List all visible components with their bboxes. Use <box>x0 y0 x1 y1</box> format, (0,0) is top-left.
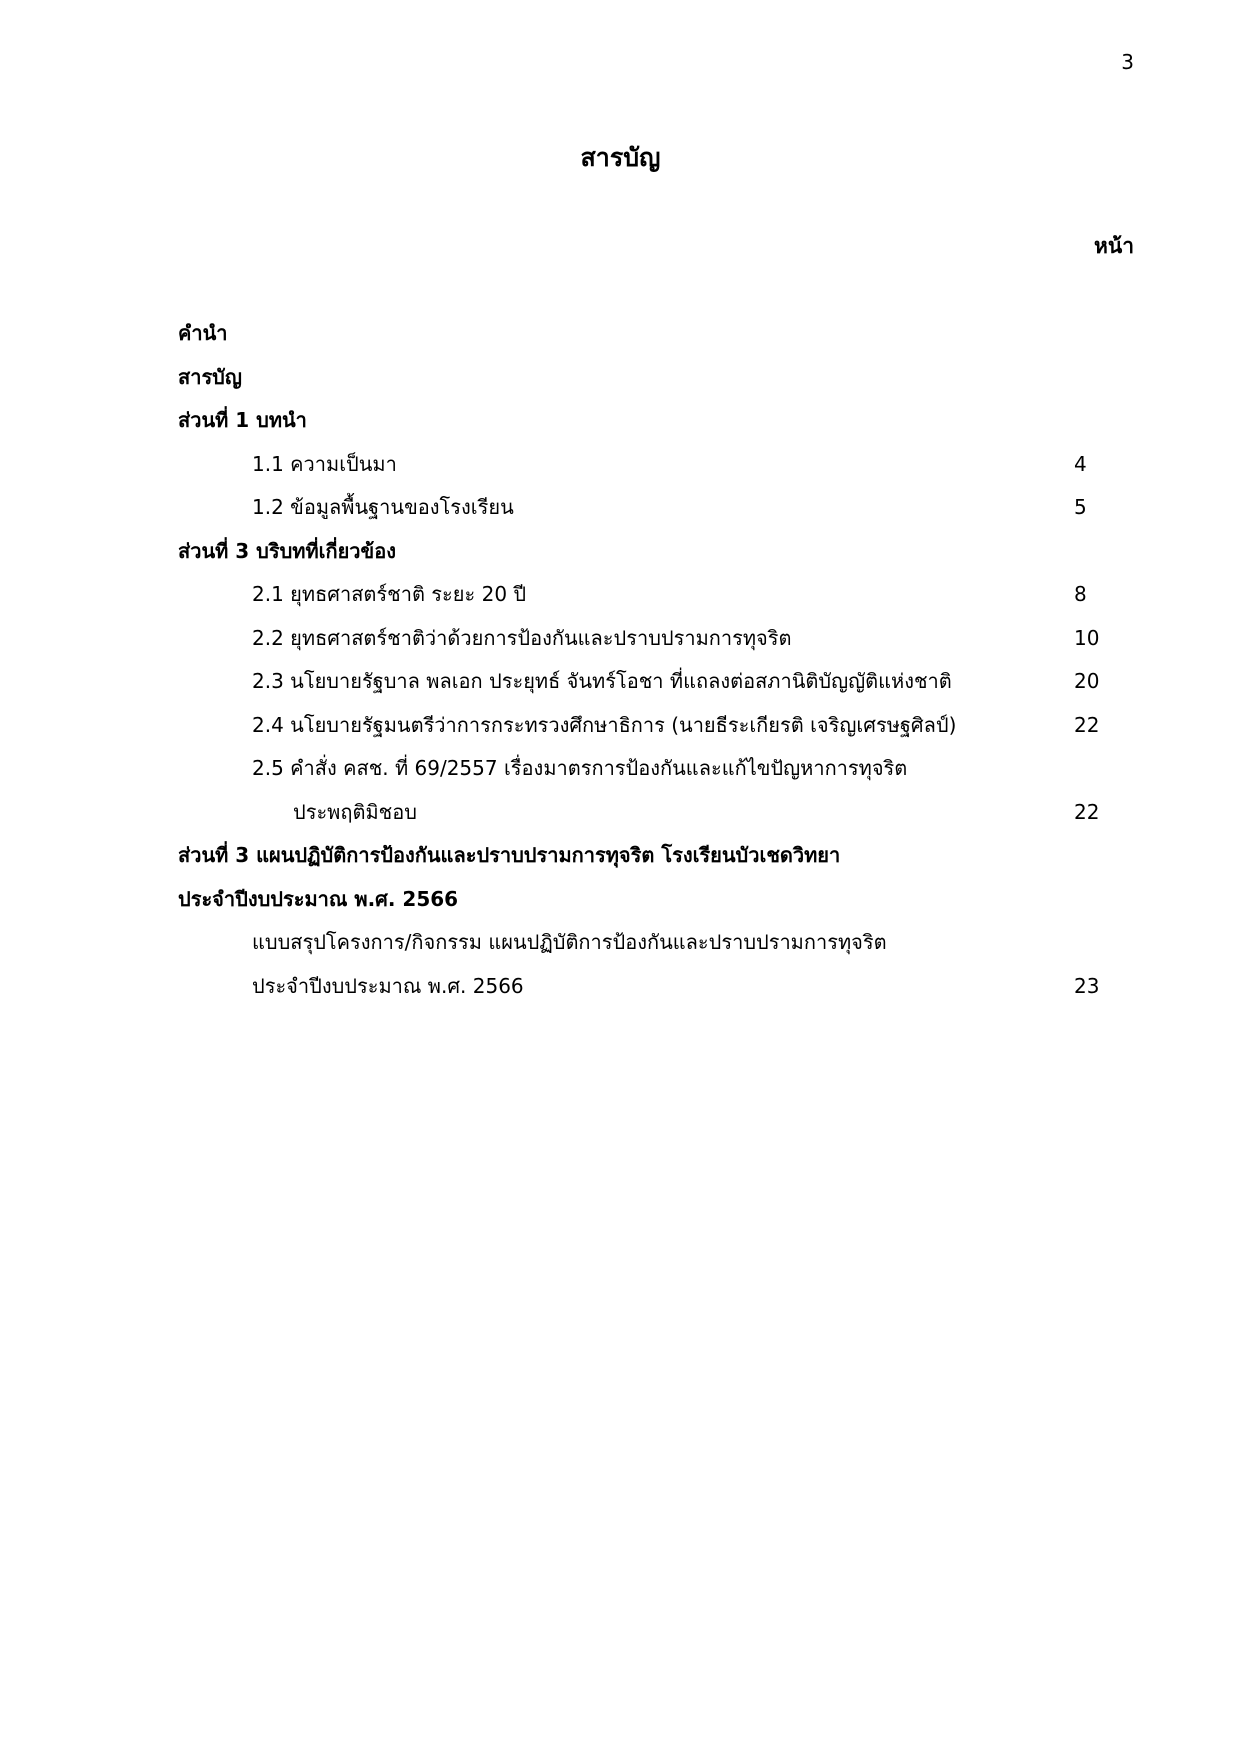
toc-entry-text: 1.2 ข้อมูลพื้นฐานของโรงเรียน <box>252 495 514 519</box>
toc-entry-1-1 <box>178 443 1108 487</box>
toc-entry-text: ประพฤติมิชอบ <box>293 799 417 824</box>
toc-entry-contents <box>178 356 1108 400</box>
page-column-header: หน้า <box>1094 234 1134 258</box>
toc-entry-1-2 <box>178 486 1108 530</box>
toc-entry-3-summary-continued <box>178 965 1108 1009</box>
toc-entry-3-summary <box>178 921 1108 965</box>
toc-entry-page: 10 <box>1074 625 1100 650</box>
toc-entry-text: 1.1 ความเป็นมา <box>252 451 397 476</box>
toc-entry-text: 2.2 ยุทธศาสตร์ชาติว่าด้วยการป้องกันและปราบปรามการทุจริต <box>252 625 792 650</box>
toc-section-2 <box>178 530 1108 574</box>
toc-entry-page: 22 <box>1074 712 1100 737</box>
toc-section-1 <box>178 399 1108 443</box>
toc-entry-text: ส่วนที่ 3 แผนปฏิบัติการป้องกันและปราบปรามการทุจริต โรงเรียนบัวเชดวิทยา <box>178 843 841 867</box>
toc-entry-2-5 <box>178 747 1108 791</box>
toc-entry-text: ประจำปีงบประมาณ พ.ศ. 2566 <box>252 973 524 998</box>
toc-section-3 <box>178 834 1108 878</box>
toc-entry-2-5-continued <box>178 791 1108 835</box>
toc-entry-text: ประจำปีงบประมาณ พ.ศ. 2566 <box>178 886 459 911</box>
toc-entry-text: ส่วนที่ 3 บริบทที่เกี่ยวข้อง <box>178 538 396 563</box>
toc-entry-page: 8 <box>1074 582 1087 606</box>
table-of-contents <box>178 312 1108 1008</box>
toc-entry-text: ส่วนที่ 1 บทนำ <box>178 408 307 432</box>
toc-entry-text: 2.5 คำสั่ง คสช. ที่ 69/2557 เรื่องมาตรการป้องกันและแก้ไขปัญหาการทุจริต <box>252 756 908 780</box>
toc-entry-2-1 <box>178 573 1108 617</box>
toc-entry-page: 5 <box>1074 495 1087 519</box>
toc-entry-2-4 <box>178 704 1108 748</box>
toc-entry-page: 20 <box>1074 669 1100 693</box>
toc-entry-text: แบบสรุปโครงการ/กิจกรรม แผนปฏิบัติการป้องกันและปราบปรามการทุจริต <box>252 930 887 954</box>
toc-entry-text: 2.1 ยุทธศาสตร์ชาติ ระยะ 20 ปี <box>252 582 527 606</box>
toc-entry-preface <box>178 312 1108 356</box>
toc-entry-text: 2.4 นโยบายรัฐมนตรีว่าการกระทรวงศึกษาธิการ (นายธีระเกียรติ เจริญเศรษฐศิลป์) <box>252 712 957 737</box>
toc-entry-page: 4 <box>1074 451 1087 476</box>
page-title: สารบัญ <box>580 143 661 172</box>
toc-entry-page: 23 <box>1074 973 1100 998</box>
toc-entry-text: คำนำ <box>178 321 228 345</box>
toc-entry-2-3 <box>178 660 1108 704</box>
page-number: 3 <box>1121 50 1134 74</box>
toc-entry-page: 22 <box>1074 799 1100 824</box>
toc-section-3-continued <box>178 878 1108 922</box>
toc-entry-text: สารบัญ <box>178 364 242 389</box>
toc-entry-2-2 <box>178 617 1108 661</box>
toc-entry-text: 2.3 นโยบายรัฐบาล พลเอก ประยุทธ์ จันทร์โอชา ที่แถลงต่อสภานิติบัญญัติแห่งชาติ <box>252 669 952 693</box>
